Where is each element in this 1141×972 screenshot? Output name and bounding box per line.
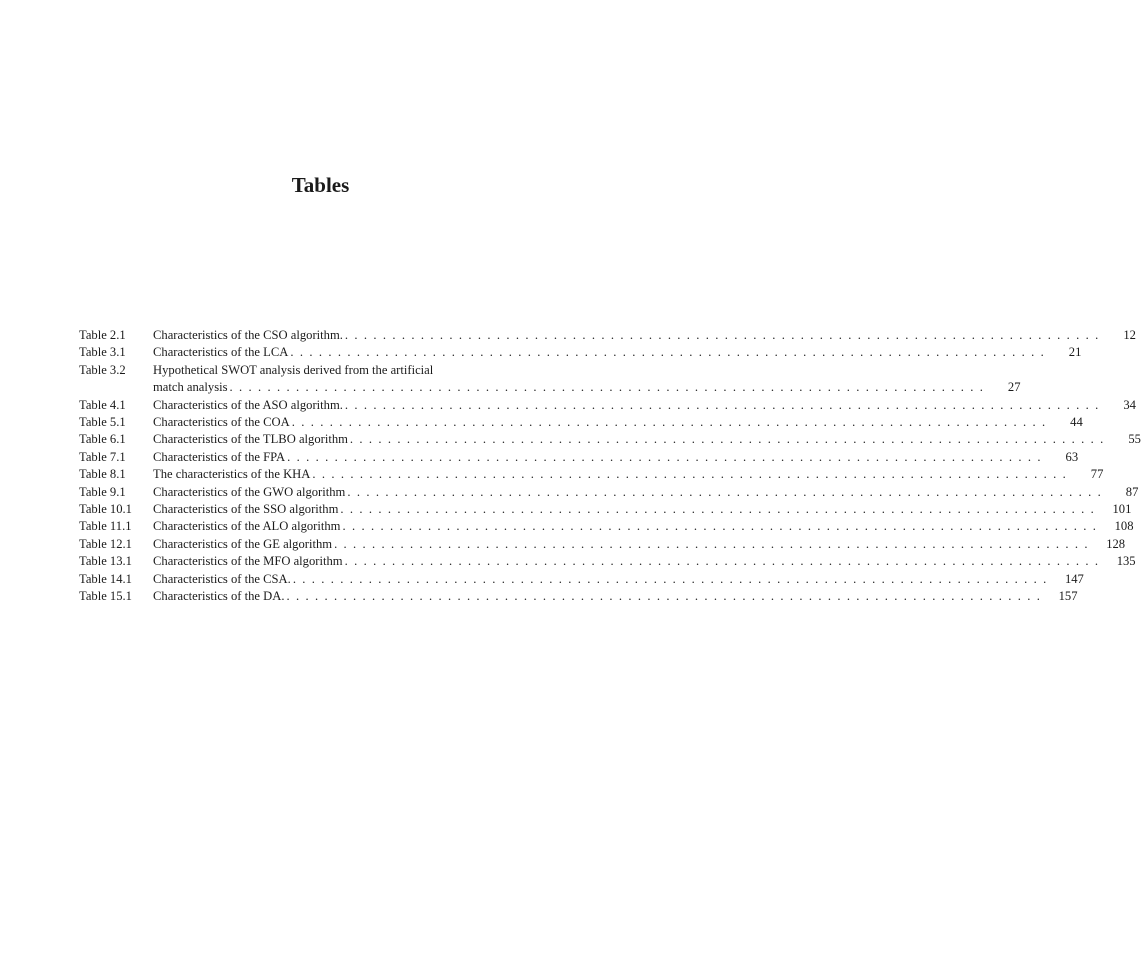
dot-leader: . . . . . . . . . . . . . . . . . . . . . . . . . . . . . . . . . . . . . . . . . . . . . . . . . . . . . . . . . . . . . . . . . . . . . . . . . . . . . . . . [334, 536, 1090, 551]
page-number: 21 [1068, 345, 1082, 360]
table-caption: Characteristics of the LCA [153, 345, 289, 360]
page-number: 135 [1116, 554, 1136, 569]
table-caption: Characteristics of the DA. [153, 589, 285, 604]
page-number: 157 [1058, 589, 1078, 604]
dot-leader: . . . . . . . . . . . . . . . . . . . . . . . . . . . . . . . . . . . . . . . . . . . . . . . . . . . . . . . . . . . . . . . . . . . . . . . . . . . . . . . . [340, 502, 1096, 517]
table-number: Table 7.1 [79, 449, 126, 464]
table-caption: Characteristics of the COA [153, 415, 290, 430]
page-number: 147 [1064, 571, 1084, 586]
table-number: Table 2.1 [79, 328, 126, 342]
table-caption: Characteristics of the ALO algorithm [153, 519, 341, 534]
table-number: Table 8.1 [79, 467, 126, 482]
table-caption: Characteristics of the FPA [153, 449, 286, 464]
dot-leader: . . . . . . . . . . . . . . . . . . . . . . . . . . . . . . . . . . . . . . . . . . . . . . . . . . . . . . . . . . . . . . . . . . . . . . . . . . . . . . . . [290, 345, 1046, 360]
table-caption: Characteristics of the CSA. [153, 571, 291, 586]
page-number: 108 [1114, 519, 1134, 534]
table-caption: Characteristics of the SSO algorithm [153, 502, 339, 517]
page-number: 101 [1112, 502, 1132, 517]
table-entry-11-1[interactable] [79, 518, 1134, 535]
dot-leader: . . . . . . . . . . . . . . . . . . . . . . . . . . . . . . . . . . . . . . . . . . . . . . . . . . . . . . . . . . . . . . . . . . . . . . . . . . . . . . . . [229, 380, 985, 395]
dot-leader: . . . . . . . . . . . . . . . . . . . . . . . . . . . . . . . . . . . . . . . . . . . . . . . . . . . . . . . . . . . . . . . . . . . . . . . . . . . . . . . . [286, 589, 1042, 604]
dot-leader: . . . . . . . . . . . . . . . . . . . . . . . . . . . . . . . . . . . . . . . . . . . . . . . . . . . . . . . . . . . . . . . . . . . . . . . . . . . . . . . . [312, 467, 1068, 482]
table-entry-6-1[interactable] [79, 431, 1141, 448]
page-number: 34 [1123, 397, 1136, 412]
table-entry-8-1[interactable] [79, 466, 1104, 483]
table-number: Table 12.1 [79, 536, 132, 551]
table-caption: Characteristics of the CSO algorithm. [153, 328, 343, 342]
table-caption: Characteristics of the GE algorithm [153, 536, 333, 551]
table-number: Table 4.1 [79, 397, 126, 412]
table-caption: The characteristics of the KHA [153, 467, 311, 482]
page-number: 77 [1090, 467, 1104, 482]
table-entry-12-1[interactable] [79, 536, 1126, 553]
table-caption: Characteristics of the MFO algorithm [153, 554, 343, 569]
dot-leader: . . . . . . . . . . . . . . . . . . . . . . . . . . . . . . . . . . . . . . . . . . . . . . . . . . . . . . . . . . . . . . . . . . . . . . . . . . . . . . . . [349, 432, 1105, 447]
dot-leader: . . . . . . . . . . . . . . . . . . . . . . . . . . . . . . . . . . . . . . . . . . . . . . . . . . . . . . . . . . . . . . . . . . . . . . . . . . . . . . . . [344, 554, 1100, 569]
table-entry-3-1[interactable] [79, 344, 1082, 361]
table-caption: Characteristics of the TLBO algorithm [153, 432, 348, 447]
page-number: 55 [1128, 432, 1141, 447]
table-number: Table 13.1 [79, 554, 132, 569]
table-number: Table 11.1 [79, 519, 132, 534]
page-number: 128 [1106, 536, 1126, 551]
table-caption-line2: match analysis [153, 380, 228, 395]
table-number: Table 3.2 [79, 362, 126, 377]
dot-leader: . . . . . . . . . . . . . . . . . . . . . . . . . . . . . . . . . . . . . . . . . . . . . . . . . . . . . . . . . . . . . . . . . . . . . . . . . . . . . . . . [342, 519, 1098, 534]
table-entry-3-2[interactable] [79, 362, 1021, 397]
table-number: Table 15.1 [79, 589, 132, 604]
table-entry-10-1[interactable] [79, 501, 1132, 518]
table-entry-2-1[interactable] [79, 327, 1136, 344]
page-number: 27 [1007, 380, 1021, 395]
table-entry-13-1[interactable] [79, 553, 1136, 570]
page-title: Tables [291, 173, 350, 197]
table-number: Table 14.1 [79, 571, 132, 586]
table-number: Table 6.1 [79, 432, 126, 447]
dot-leader: . . . . . . . . . . . . . . . . . . . . . . . . . . . . . . . . . . . . . . . . . . . . . . . . . . . . . . . . . . . . . . . . . . . . . . . . . . . . . . . . [287, 449, 1043, 464]
page-number: 87 [1125, 484, 1139, 499]
table-caption: Characteristics of the ASO algorithm. [153, 397, 343, 412]
table-entry-15-1[interactable] [79, 588, 1078, 605]
page-number: 44 [1070, 415, 1083, 430]
table-caption: Characteristics of the GWO algorithm [153, 484, 346, 499]
dot-leader: . . . . . . . . . . . . . . . . . . . . . . . . . . . . . . . . . . . . . . . . . . . . . . . . . . . . . . . . . . . . . . . . . . . . . . . . . . . . . . . . [292, 571, 1048, 586]
dot-leader: . . . . . . . . . . . . . . . . . . . . . . . . . . . . . . . . . . . . . . . . . . . . . . . . . . . . . . . . . . . . . . . . . . . . . . . . . . . . . . . . [344, 397, 1100, 412]
dot-leader: . . . . . . . . . . . . . . . . . . . . . . . . . . . . . . . . . . . . . . . . . . . . . . . . . . . . . . . . . . . . . . . . . . . . . . . . . . . . . . . . [291, 415, 1047, 430]
table-number: Table 10.1 [79, 502, 132, 517]
table-entry-14-1[interactable] [79, 571, 1084, 588]
table-number: Table 3.1 [79, 345, 126, 360]
table-caption-line1: Hypothetical SWOT analysis derived from the artificial [153, 362, 434, 377]
table-entry-9-1[interactable] [79, 484, 1139, 501]
table-number: Table 5.1 [79, 415, 126, 430]
table-entry-4-1[interactable] [79, 397, 1136, 414]
table-number: Table 9.1 [79, 484, 126, 499]
table-list [79, 327, 1141, 606]
table-entry-7-1[interactable] [79, 449, 1079, 466]
table-entry-5-1[interactable] [79, 414, 1083, 431]
dot-leader: . . . . . . . . . . . . . . . . . . . . . . . . . . . . . . . . . . . . . . . . . . . . . . . . . . . . . . . . . . . . . . . . . . . . . . . . . . . . . . . . [347, 484, 1103, 499]
page-number: 63 [1065, 449, 1079, 464]
page-number: 12 [1123, 328, 1136, 342]
dot-leader: . . . . . . . . . . . . . . . . . . . . . . . . . . . . . . . . . . . . . . . . . . . . . . . . . . . . . . . . . . . . . . . . . . . . . . . . . . . . . . . . [344, 328, 1100, 342]
